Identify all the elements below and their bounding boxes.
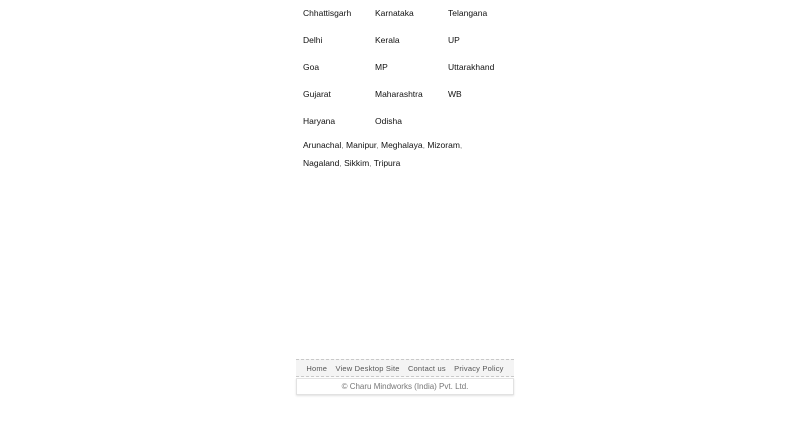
- state-link-chhattisgarh[interactable]: Chhattisgarh: [303, 8, 352, 18]
- empty-cell: [448, 108, 518, 135]
- footer-link-desktop-site[interactable]: View Desktop Site: [335, 363, 400, 373]
- state-link-manipur[interactable]: Manipur: [346, 140, 377, 150]
- footer-link-contact[interactable]: Contact us: [407, 363, 446, 373]
- state-link-mizoram[interactable]: Mizoram: [427, 140, 460, 150]
- state-link-tripura[interactable]: Tripura: [373, 158, 401, 168]
- separator: ,: [376, 140, 381, 150]
- separator: ,: [422, 140, 428, 150]
- state-link-sikkim[interactable]: Sikkim: [344, 158, 370, 168]
- separator: ,: [341, 140, 347, 150]
- states-list: [303, 0, 518, 172]
- state-link-gujarat[interactable]: Gujarat: [303, 89, 331, 99]
- northeast-states: [303, 136, 503, 172]
- states-grid: [303, 0, 518, 135]
- state-link-haryana[interactable]: Haryana: [303, 116, 336, 126]
- footer-link-privacy[interactable]: Privacy Policy: [454, 363, 504, 373]
- footer: [296, 359, 514, 395]
- state-link-mp[interactable]: MP: [375, 62, 388, 72]
- state-link-meghalaya[interactable]: Meghalaya: [381, 140, 423, 150]
- state-link-uttarakhand[interactable]: Uttarakhand: [448, 62, 495, 72]
- footer-link-home[interactable]: Home: [306, 363, 328, 373]
- state-link-karnataka[interactable]: Karnataka: [375, 8, 414, 18]
- state-link-delhi[interactable]: Delhi: [303, 35, 323, 45]
- state-link-kerala[interactable]: Kerala: [375, 35, 400, 45]
- state-link-odisha[interactable]: Odisha: [375, 116, 402, 126]
- separator: ,: [369, 158, 374, 168]
- separator: ,: [339, 158, 345, 168]
- state-link-goa[interactable]: Goa: [303, 62, 320, 72]
- footer-nav: [296, 359, 514, 377]
- state-link-wb[interactable]: WB: [448, 89, 462, 99]
- separator: ,: [459, 140, 463, 150]
- state-link-nagaland[interactable]: Nagaland: [303, 158, 340, 168]
- state-link-telangana[interactable]: Telangana: [448, 8, 488, 18]
- copyright: © Charu Mindworks (India) Pvt. Ltd.: [296, 378, 514, 395]
- state-link-up[interactable]: UP: [448, 35, 460, 45]
- state-link-maharashtra[interactable]: Maharashtra: [375, 89, 423, 99]
- state-link-arunachal[interactable]: Arunachal: [303, 140, 342, 150]
